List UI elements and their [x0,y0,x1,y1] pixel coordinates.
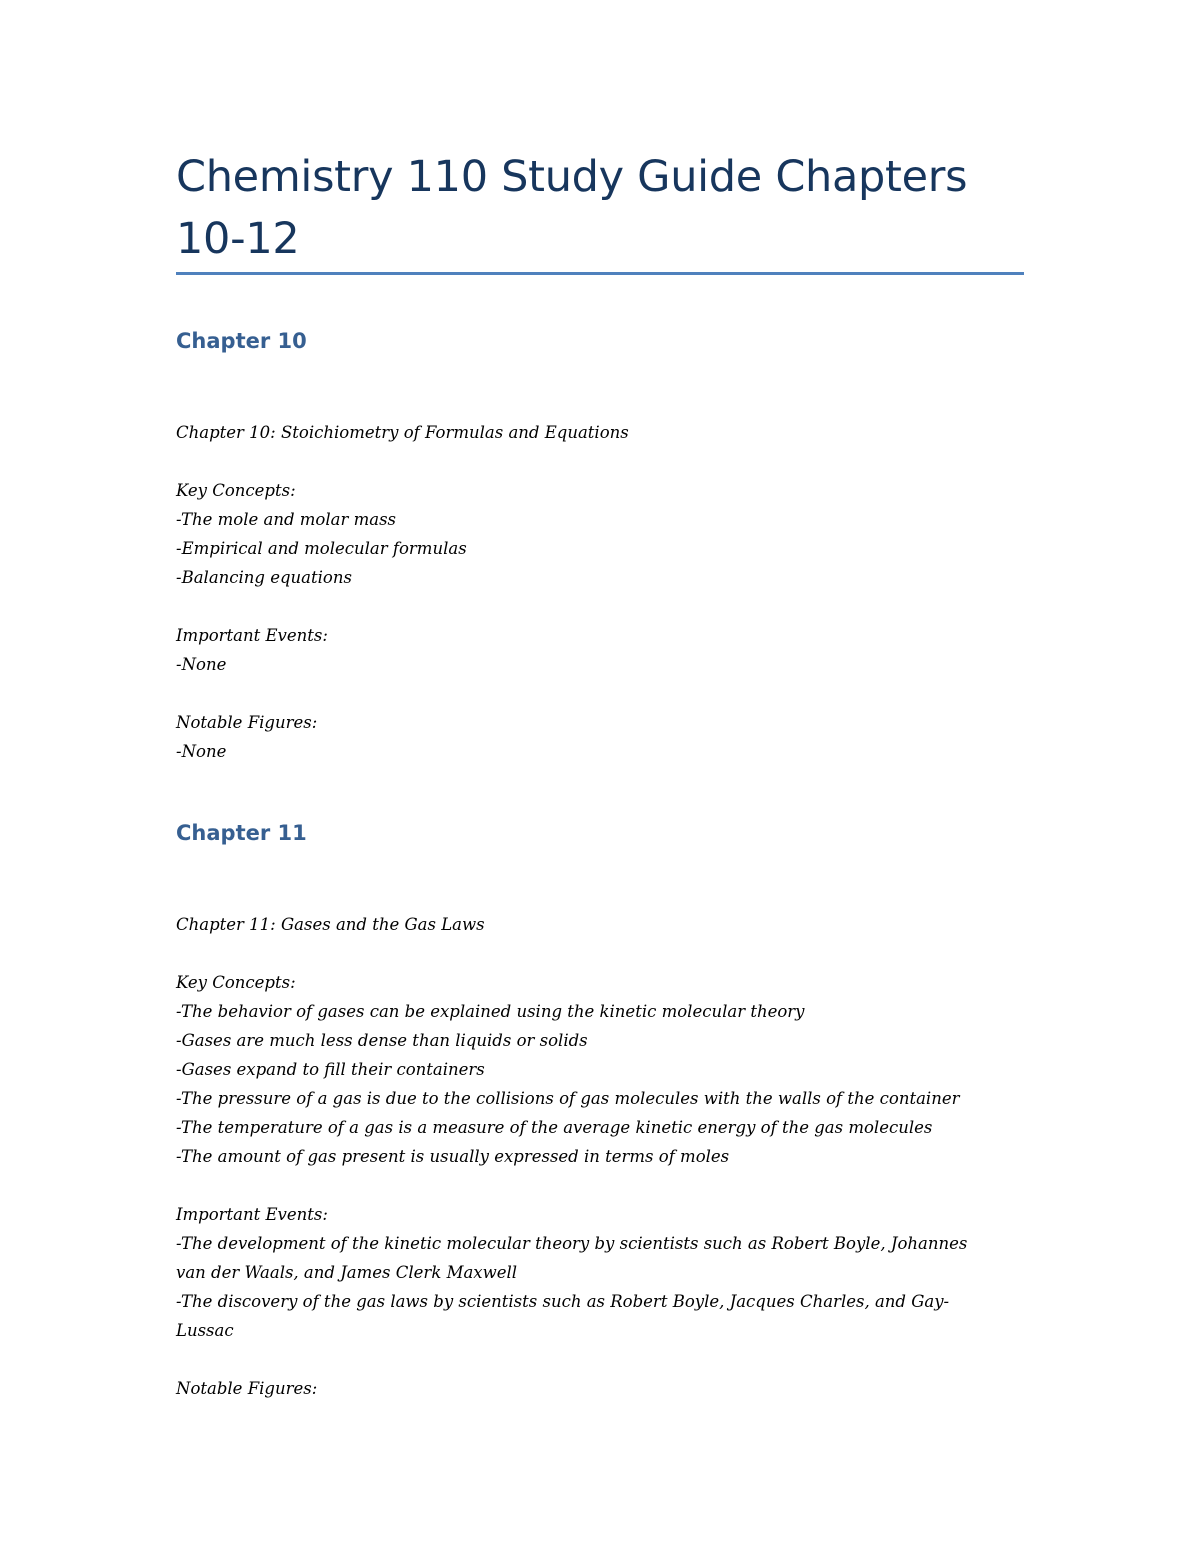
title-line-2: 10-12 [176,214,300,264]
list-item: -None [176,742,227,761]
list-item: -Gases are much less dense than liquids or solids [176,1031,588,1050]
chapter-11-figures-label: Notable Figures: [176,1379,318,1398]
chapter-11-events-label: Important Events: [176,1205,328,1224]
title-line-1: Chemistry 110 Study Guide Chapters [176,152,968,202]
list-item: -The temperature of a gas is a measure of the average kinetic energy of the gas molecules [176,1118,933,1137]
chapter-11-key-concepts-label: Key Concepts: [176,973,296,992]
chapter-11-body [176,910,1024,1403]
spacer [176,447,1024,476]
list-item: -None [176,655,227,674]
list-item: -The pressure of a gas is due to the collisions of gas molecules with the walls of the container [176,1089,960,1108]
chapter-10-figures-label: Notable Figures: [176,713,318,732]
chapter-11-heading: Chapter 11 [176,821,307,845]
chapter-10-key-concepts-label: Key Concepts: [176,481,296,500]
list-item: -The behavior of gases can be explained using the kinetic molecular theory [176,1002,805,1021]
chapter-10-body [176,418,1024,766]
spacer [176,1345,1024,1374]
title-underline-rule [176,272,1024,275]
spacer [176,679,1024,708]
document-title [176,146,1024,270]
chapter-11-subtitle: Chapter 11: Gases and the Gas Laws [176,915,485,934]
chapter-10-events-label: Important Events: [176,626,328,645]
list-item: -The amount of gas present is usually expressed in terms of moles [176,1147,730,1166]
list-item: -Empirical and molecular formulas [176,539,467,558]
list-item-continuation: van der Waals, and James Clerk Maxwell [176,1263,518,1282]
spacer [176,1171,1024,1200]
list-item: -Gases expand to fill their containers [176,1060,485,1079]
list-item: -The mole and molar mass [176,510,397,529]
list-item: -The development of the kinetic molecular theory by scientists such as Robert Boyle, Johannes [176,1234,968,1253]
spacer [176,939,1024,968]
list-item: -The discovery of the gas laws by scientists such as Robert Boyle, Jacques Charles, and Gay- [176,1292,950,1311]
list-item: -Balancing equations [176,568,352,587]
chapter-10-heading: Chapter 10 [176,329,307,353]
list-item-continuation: Lussac [176,1321,234,1340]
chapter-10-subtitle: Chapter 10: Stoichiometry of Formulas and Equations [176,423,629,442]
spacer [176,592,1024,621]
